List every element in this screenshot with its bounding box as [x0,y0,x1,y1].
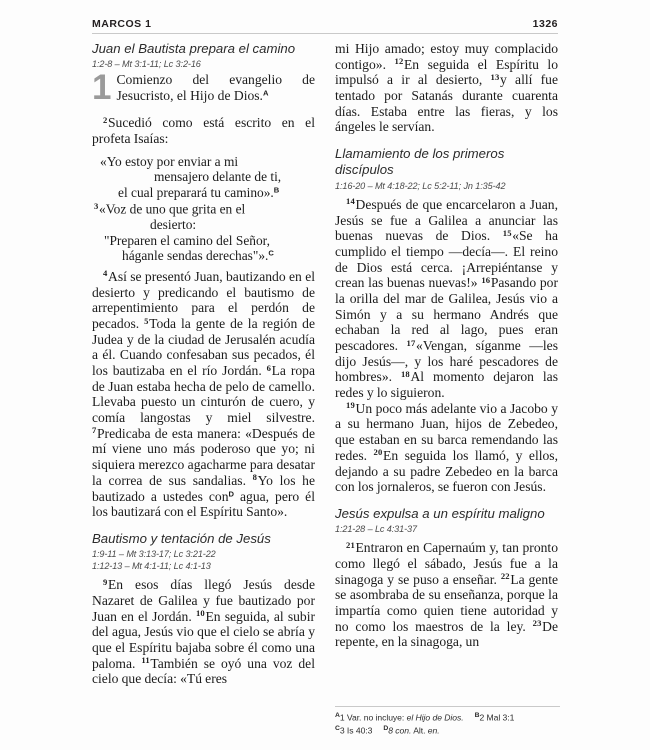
poetry-line-4: $^3$«Voz de uno que grita en el [94,200,246,217]
verse-number-12: 12 [394,56,404,67]
verse-number-17: 17 [406,337,416,348]
chapter-number-dropcap: 1 [92,68,112,108]
verse-number-8: 8 [252,472,258,483]
verse-1-text: Comienzo del evangelio de Jesucristo, el Hijo de Dios. [116,72,315,104]
verse-number-7: 7 [92,425,97,436]
poetry-line-6: "Preparen el camino del Señor, [104,232,270,248]
poetry-block [92,154,315,264]
verses-9-to-11: $^9$En esos días llegó Jesús desde Nazaret de Galilea y fue bautizado por Juan en el Jordán. $^{10}$En seguida, al subir del agua, Jesús vio que el cielo se abría y que el Espíritu bajaba sobre él como una paloma. $^{11}$También se oyó una voz del cielo que decía: «Tú eres [92,576,316,687]
verse-number-15: 15 [502,227,512,238]
header-divider [92,33,558,34]
section-heading-bautismo: Bautismo y tentación de Jesús [92,530,271,546]
section-heading-espiritu-maligno: Jesús expulsa a un espíritu maligno [335,505,545,521]
verse-number-6: 6 [266,362,272,373]
verses-19-to-20: $^{19}$Un poco más adelante vio a Jacobo y a su hermano Juan, hijos de Zebedeo, que estaban en su barca remendando las redes. $^{20}$En seguida los llamó, y ellos, dejando a su padre Zebedeo en la barca con los jornaleros, se fueron con Jesús. [335,400,558,495]
verse-number-5: 5 [144,315,149,326]
cross-reference-3: 1:16-20 – Mt 4:18-22; Lc 5:2-11; Jn 1:35-42 [335,180,506,191]
text-columns [92,41,558,691]
footnote-mark-b: B [474,712,480,719]
footnote-ref-a: A [262,88,269,98]
cross-reference-2a: 1:9-11 – Mt 3:13-17; Lc 3:21-22 [92,549,216,560]
verses-4-to-8: $^4$Así se presentó Juan, bautizando en el desierto y predicando el bautismo de arrepentimiento para el perdón de pecados. $^5$Toda la gente de la región de Judea y de la ciudad de Jerusalén acudía a él. Cuando confesaban sus pecados, él los bautizaba en el río Jordán. $^6$La ropa de Juan estaba hecha de pelo de camello. Llevaba puesto un cinturón de cuero, y comía langostas y miel silvestre. $^7$Predicaba de esta manera: «Después de mí viene uno más poderoso que yo; ni siquiera merezco agacharme para desatar la correa de sus sandalias. $^8$Yo los he bautizado a ustedes con$^D$ agua, pero él los bautizará con el Espíritu Santo». [92,268,316,520]
verse-number-23: 23 [532,618,542,629]
verse-number-19: 19 [346,400,355,411]
left-column [92,41,315,691]
running-head-book: MARCOS 1 [92,18,152,30]
footnote-mark-a: A [335,712,340,719]
chapter-opening [92,68,315,108]
verse-number-2: 2 [103,114,108,125]
poetry-line-3: el cual preparará tu camino».$^B$ [118,185,280,201]
verses-11-to-13: mi Hijo amado; estoy muy complacido contigo». $^{12}$En seguida el Espíritu lo impulsó a ir al desierto, $^{13}$y allí fue tentado por Satanás durante cuarenta días. Estaba entre las fieras, y los ángeles le servían. [335,41,558,135]
section-heading-llamamiento: Llamamiento de los primeros discípulos [335,146,505,178]
verses-14-to-20: $^{14}$Después de que encarcelaron a Juan, Jesús se fue a Galilea a anunciar las buenas nuevas de Dios. $^{15}$«Se ha cumplido el tiempo —decía—. El reino de Dios está cerca. ¡Arrepiéntanse y crean las buenas nuevas!» $^{16}$Pasando por la orilla del mar de Galilea, Jesús vio a Simón y a su hermano Andrés que echaban la red al lago, pues eran pescadores. $^{17}$«Vengan, síganme —les dijo Jesús—, y los haré pescadores de hombres». $^{18}$Al momento dejaron las redes y lo siguieron. [335,196,559,401]
cross-reference-2b: 1:12-13 – Mt 4:1-11; Lc 4:1-13 [92,561,211,572]
verse-number-10: 10 [195,608,205,619]
verse-number-9: 9 [103,576,108,587]
poetry-line-2: mensajero delante de ti, [154,169,282,185]
poetry-line-5: desierto: [150,216,197,232]
verse-number-22: 22 [500,571,510,582]
verse-number-16: 16 [481,274,491,285]
verse-number-11: 11 [141,655,150,666]
verse-number-14: 14 [346,196,355,207]
footnote-divider [335,706,560,707]
page-number: 1326 [532,18,558,30]
verse-number-18: 18 [400,368,410,379]
footnotes-block [335,706,560,737]
verse-number-4: 4 [103,268,108,279]
verse-number-21: 21 [346,539,355,550]
footnote-mark-c: C [335,724,340,732]
verse-number-20: 20 [373,447,383,458]
verse-2 [92,115,315,146]
verse-number-13: 13 [490,71,500,82]
cross-reference-1: 1:2-8 – Mt 3:1-11; Lc 3:2-16 [92,59,201,70]
poetry-line-1: «Yo estoy por enviar a mi [100,153,239,169]
section-heading-juan-bautista: Juan el Bautista prepara el camino [92,41,296,56]
running-head [92,18,558,33]
footnote-ref-d: D [228,489,234,499]
footnote-ref-c: C [268,248,274,258]
verses-21-to-23: $^{21}$Entraron en Capernaúm y, tan pronto como llegó el sábado, Jesús fue a la sinagoga y se puso a enseñar. $^{22}$La gente se asombraba de su enseñanza, porque la impartía como quien tiene autoridad y no como los maestros de la ley. $^{23}$De repente, en la sinagoga, un [335,539,559,650]
verse-1 [92,68,315,108]
cross-reference-4: 1:21-28 – Lc 4:31-37 [335,524,417,535]
footnote-line-1: $^A$1 Var. no incluye: el Hijo de Dios. $^B$2 Mal 3:1 [335,712,515,723]
footnote-mark-d: D [383,724,389,732]
footnote-line-2: $^C$3 Is 40:3 $^D$8 con. Alt. en. [335,724,440,736]
right-column [335,41,558,691]
footnote-ref-b: B [273,185,280,195]
verse-number-3: 3 [94,200,99,211]
poetry-line-7: háganle sendas derechas"».$^C$ [122,248,274,264]
verse-2-text: Sucedió como está escrito en el profeta Isaías: [92,115,315,147]
